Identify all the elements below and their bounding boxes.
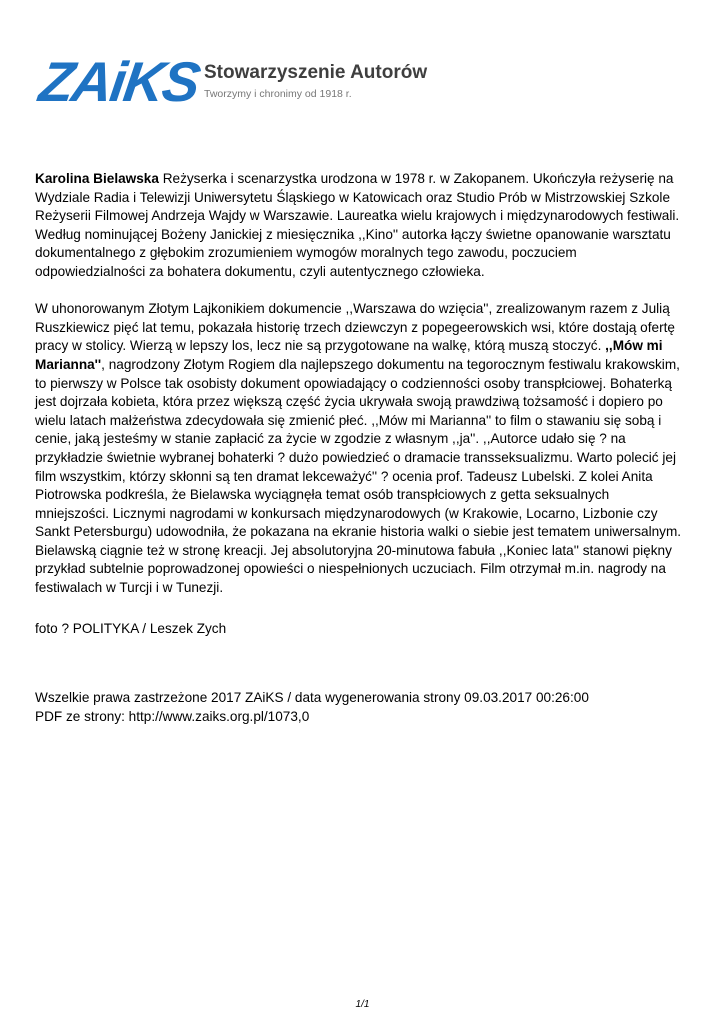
- paragraph-2-text-a: W uhonorowanym Złotym Lajkonikiem dokumencie ,,Warszawa do wzięcia'', zrealizowanym razem z Julią Ruszkiewicz pięć lat temu, pokazała historię trzech dziewczyn z popegeerowskich wsi, które dostają ofertę pracy w stolicy. Wierzą w lepszy los, lecz nie są przygotowane na walkę, którą muszą stoczyć.: [35, 301, 675, 354]
- article-paragraph-2: [35, 300, 685, 598]
- author-name: Karolina Bielawska: [35, 171, 159, 186]
- article-paragraph-1: [35, 170, 685, 282]
- page-header: [35, 50, 698, 114]
- organization-tagline: Tworzymy i chronimy od 1918 r.: [204, 88, 352, 100]
- paragraph-1-text: Reżyserka i scenarzystka urodzona w 1978 r. w Zakopanem. Ukończyła reżyserię na Wydziale Radia i Telewizji Uniwersytetu Śląskiego w Katowicach oraz Studio Prób w Mistrzowskiej Szkole Reżyserii Filmowej Andrzeja Wajdy w Warszawie. Laureatka wielu krajowych i międzynarodowych festiwali. Według nominującej Bożeny Janickiej z miesięcznika ,,Kino'' autorka łączy świetne opanowanie warsztatu dokumentalnego z głębokim zrozumieniem wymogów moralnych tego zawodu, poczuciem odpowiedzialności za bohatera dokumentu, czyli autentycznego człowieka.: [35, 171, 680, 279]
- photo-credit: foto ? POLITYKA / Leszek Zych: [35, 621, 227, 636]
- paragraph-2-text-b: , nagrodzony Złotym Rogiem dla najlepszego dokumentu na tegorocznym festiwalu krakowskim, to pierwszy w Polsce tak osobisty dokument opowiadający o codzienności osoby transpłciowej. Bohaterką jest dojrzała kobieta, która przez większą część życia ukrywała swoją prawdziwą tożsamość i dopiero po wielu latach małżeństwa zdecydowała się zmienić płeć. ,,Mów mi Marianna'' to film o stawaniu się sobą i cenie, jaką jesteśmy w stanie zapłacić za życie w zgodzie z własnym ,,ja''. ,,Autorce udało się ? na przykładzie świetnie wybranej bohaterki ? dużo powiedzieć o dramacie transseksualizmu. Warto polecić jej film wszystkim, którzy skłonni są ten dramat lekceważyć'' ? ocenia prof. Tadeusz Lubelski. Z kolei Anita Piotrowska podkreśla, że Bielawska wyciągnęła temat osób transpłciowych z getta seksualnych mniejszości. Licznymi nagrodami w konkursach międzynarodowych (w Krakowie, Locarno, Lizbonie czy Sankt Petersburgu) udowodniła, że pokazana na ekranie historia walki o siebie jest tematem uniwersalnym. Bielawską ciągnie też w stronę kreacji. Jej absolutoryjna 20-minutowa fabuła ,,Koniec lata'' stanowi piękny przykład subtelnie poprowadzonej opowieści o niespełnionych uczuciach. Film otrzymał m.in. nagrody na festiwalach w Turcji i w Tunezji.: [35, 356, 682, 596]
- source-url-line[interactable]: PDF ze strony: http://www.zaiks.org.pl/1073,0: [35, 708, 310, 724]
- page-footer: [35, 689, 589, 726]
- page-number: 1/1: [355, 999, 370, 1010]
- article-body: [35, 170, 685, 598]
- film-title-bold: ,,Mów mi Marianna'': [35, 338, 663, 372]
- zaiks-logo: ZAiKS: [35, 50, 203, 113]
- organization-name: Stowarzyszenie Autorów: [204, 62, 428, 83]
- copyright-line: Wszelkie prawa zastrzeżone 2017 ZAiKS / data wygenerowania strony 09.03.2017 00:26:00: [35, 690, 589, 705]
